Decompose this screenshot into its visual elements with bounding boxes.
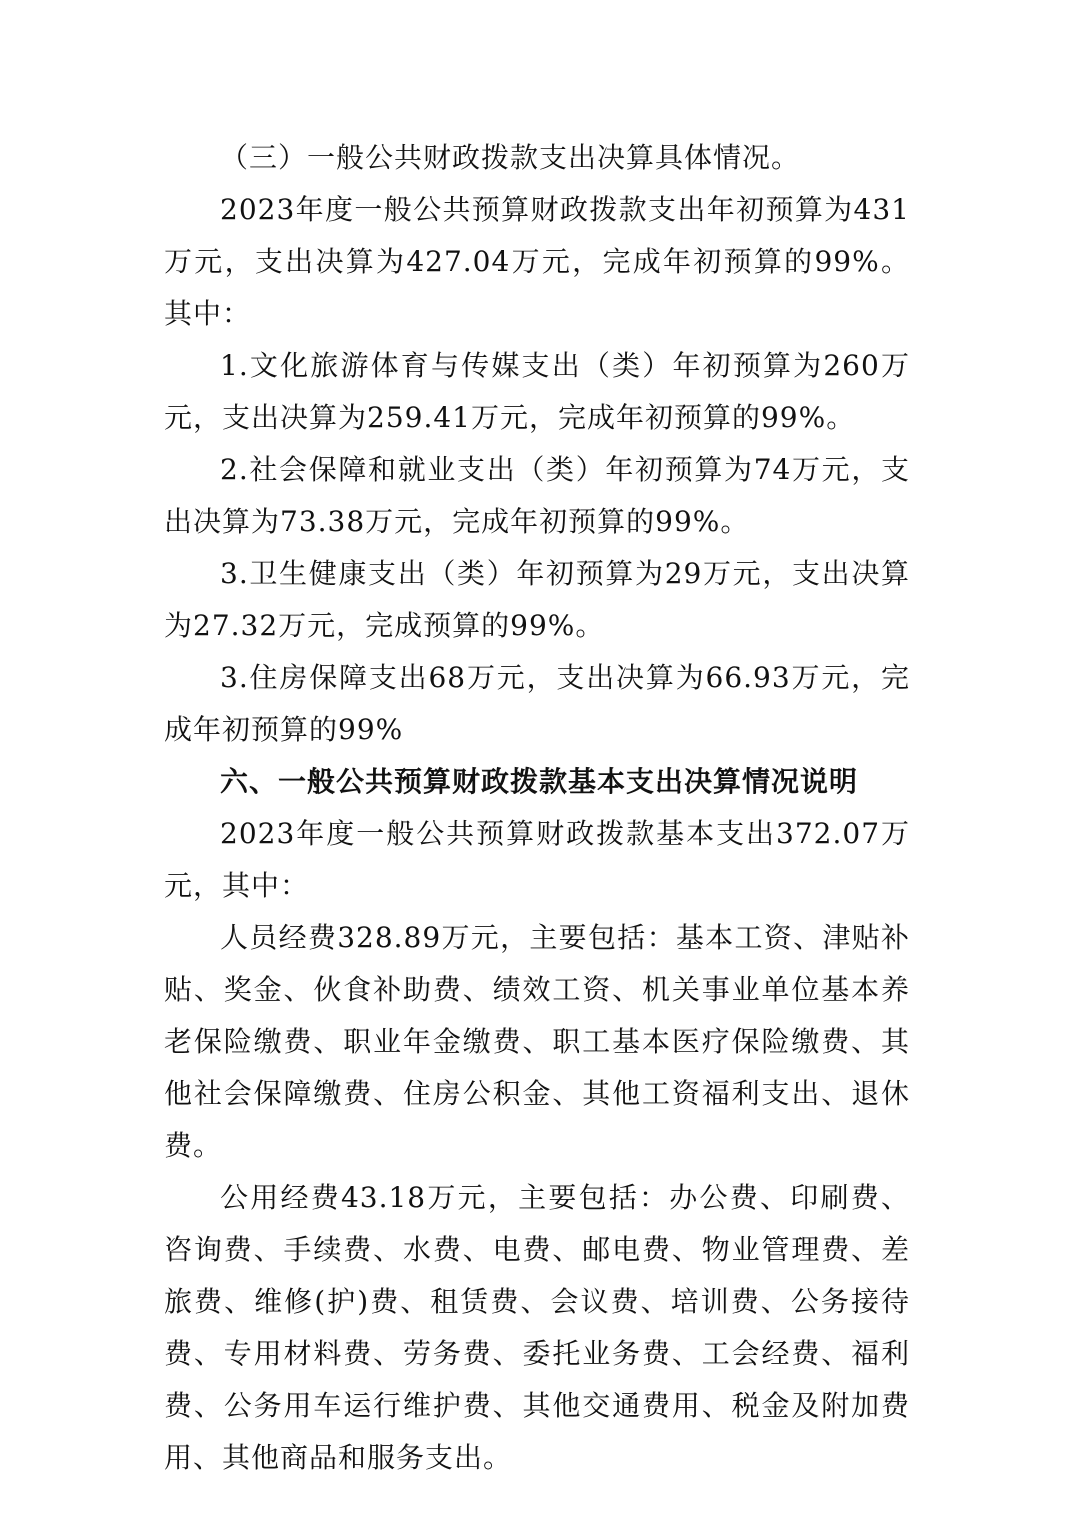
subsection-heading: （三）一般公共财政拨款支出决算具体情况。 bbox=[220, 141, 801, 174]
paragraph-item-2: 2.社会保障和就业支出（类）年初预算为74万元，支出决算为73.38万元，完成年初预算的99%。 bbox=[164, 453, 910, 538]
paragraph-summary: 2023年度一般公共预算财政拨款支出年初预算为431万元，支出决算为427.04万元，完成年初预算的99%。其中： bbox=[164, 193, 910, 330]
paragraph-item-1: 1.文化旅游体育与传媒支出（类）年初预算为260万元，支出决算为259.41万元，完成年初预算的99%。 bbox=[164, 349, 910, 434]
section-heading: 六、一般公共预算财政拨款基本支出决算情况说明 bbox=[220, 765, 859, 798]
paragraph-basic-summary: 2023年度一般公共预算财政拨款基本支出372.07万元，其中： bbox=[164, 817, 910, 902]
document-body bbox=[164, 132, 910, 1484]
paragraph-public-expenses: 公用经费43.18万元，主要包括：办公费、印刷费、咨询费、手续费、水费、电费、邮电费、物业管理费、差旅费、维修(护)费、租赁费、会议费、培训费、公务接待费、专用材料费、劳务费、委托业务费、工会经费、福利费、公务用车运行维护费、其他交通费用、税金及附加费用、其他商品和服务支出。 bbox=[164, 1181, 910, 1474]
paragraph-personnel-expenses: 人员经费328.89万元，主要包括：基本工资、津贴补贴、奖金、伙食补助费、绩效工资、机关事业单位基本养老保险缴费、职业年金缴费、职工基本医疗保险缴费、其他社会保障缴费、住房公积金、其他工资福利支出、退休费。 bbox=[164, 921, 910, 1162]
paragraph-item-4: 3.住房保障支出68万元，支出决算为66.93万元，完成年初预算的99% bbox=[164, 661, 910, 746]
paragraph-item-3: 3.卫生健康支出（类）年初预算为29万元，支出决算为27.32万元，完成预算的99%。 bbox=[164, 557, 910, 642]
